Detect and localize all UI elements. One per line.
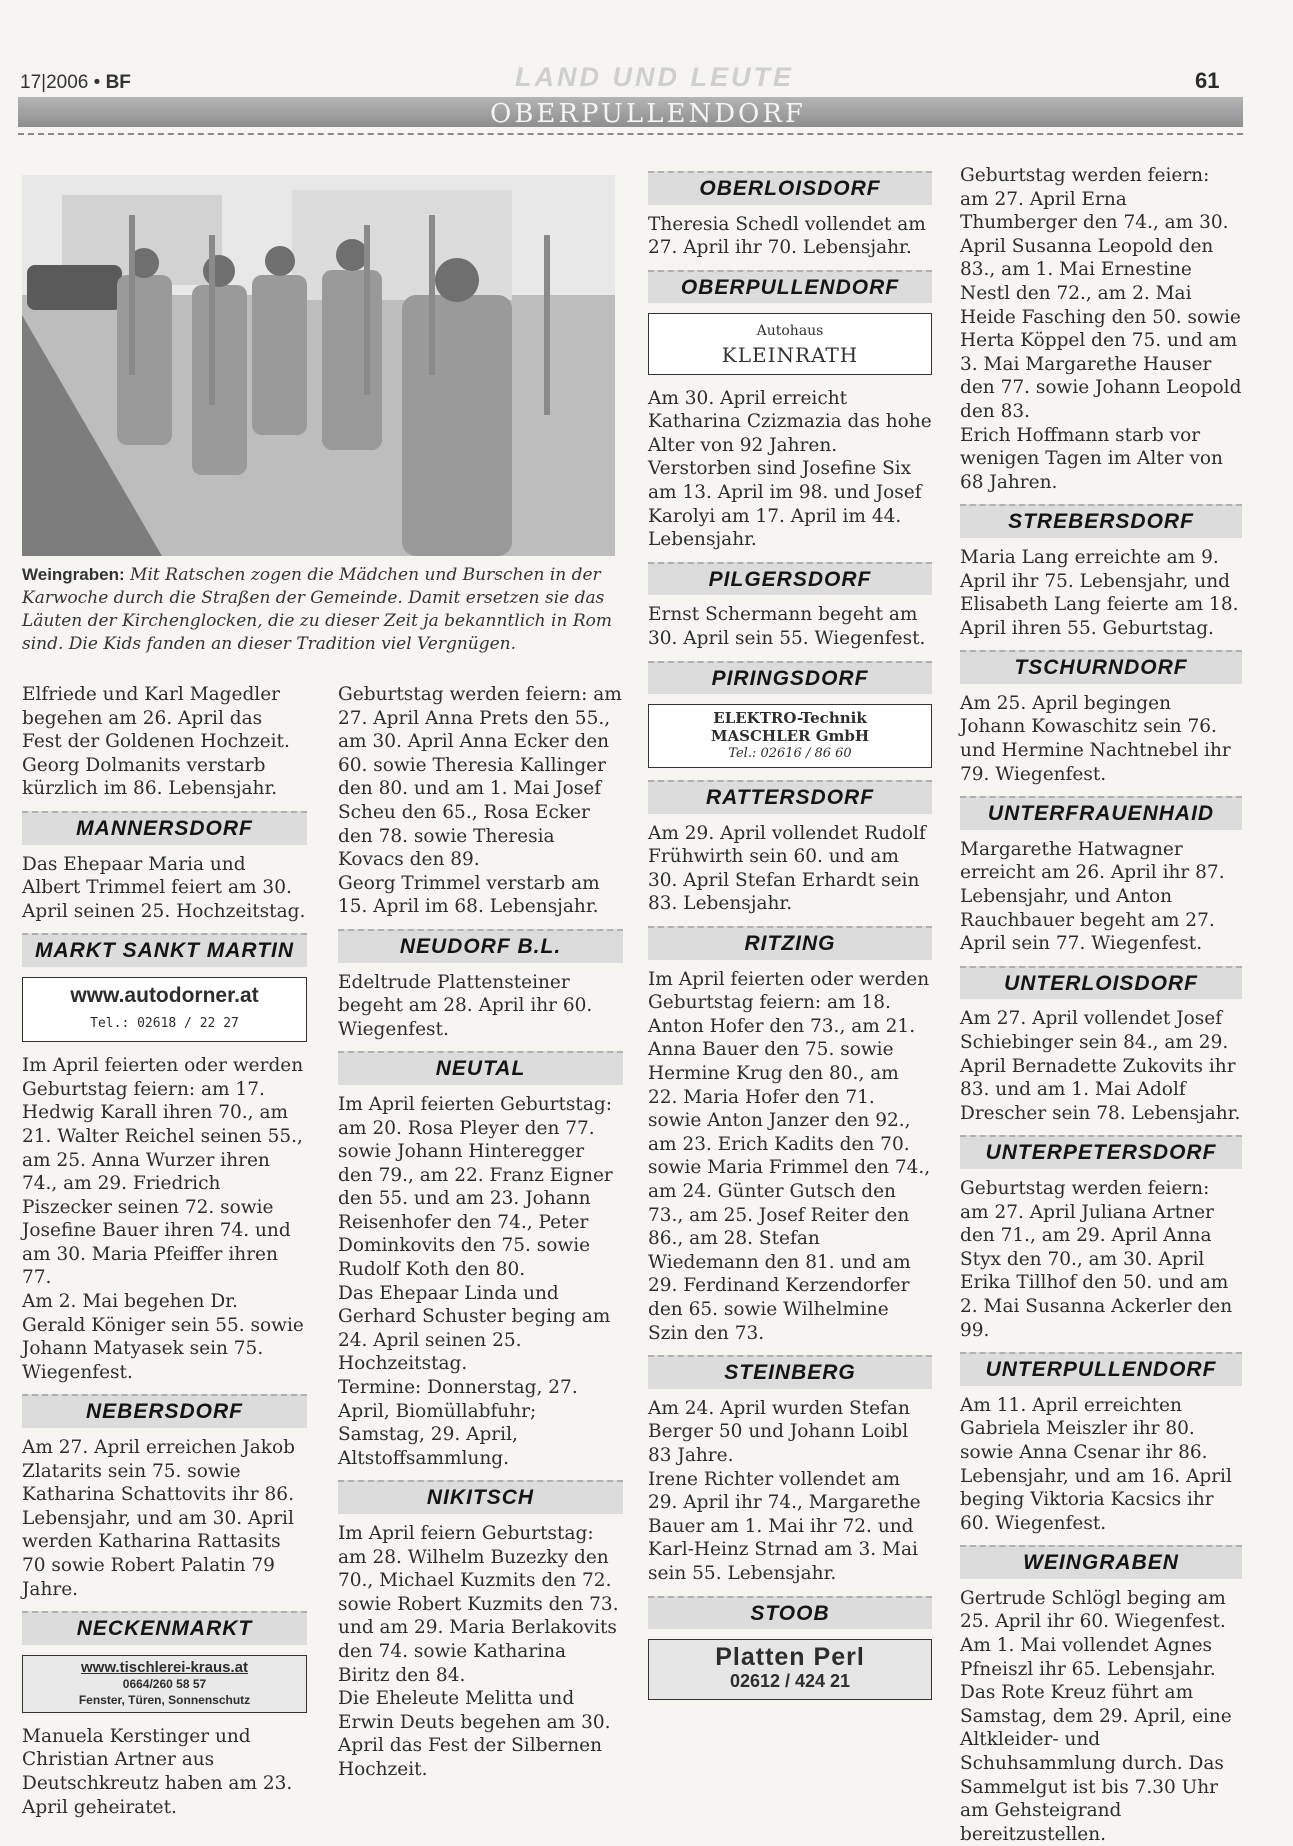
issue-number: 17|2006 (20, 72, 89, 93)
ad-kraus-text: Fenster, Türen, Sonnenschutz (78, 1692, 251, 1707)
article-text: Am 1. Mai vollendet Agnes Pfneiszl ihr 65. Lebensjahr. (960, 1635, 1216, 1680)
article-text: Geburtstag werden feiern: am 27. April Juliana Artner den 71., am 29. April Anna Styx den 70., am 30. April Erika Tillhof den 50. und am 2. Mai Susanna Ackerler den 99. (960, 1177, 1233, 1341)
section-title: LAND UND LEUTE (515, 62, 794, 92)
heading-stoob: STOOB (648, 1596, 932, 1630)
caption-place: Weingraben: (22, 565, 125, 584)
ad-autodorner-url: www.autodorner.at (70, 983, 259, 1007)
heading-markt-sankt-martin: MARKT SANKT MARTIN (22, 933, 307, 967)
heading-nebersdorf: NEBERSDORF (22, 1394, 307, 1428)
article-text: Gertrude Schlögl beging am 25. April ihr 60. Wiegenfest. (960, 1587, 1226, 1633)
article-text: Im April feierten oder werden Geburtstag feiern: am 18. Anton Hofer den 73., am 21. Anna Bauer den 75. sowie Hermine Krug den 80., am 22. Maria Hofer den 71. sowie Anton Janzer den 92., am 23. Erich Kadits den 70. sowie Maria Frimmel den 74., am 24. Günter Gutsch den 73., am 25. Josef Reiter den 86., am 28. Stefan Wiedemann den 81. und am 29. Ferdinand Kerzendorfer den 65. sowie Wilhelmine Szin den 73. (648, 968, 931, 1344)
article-text: Ernst Schermann begeht am 30. April sein 55. Wiegenfest. (648, 604, 926, 649)
issue-bullet: • (93, 72, 101, 93)
heading-oberpullendorf: OBERPULLENDORF (648, 270, 932, 304)
ad-kleinrath-name: KLEINRATH (721, 342, 859, 367)
photo-caption (22, 563, 615, 656)
heading-mannersdorf: MANNERSDORF (22, 811, 307, 845)
article-text: Das Ehepaar Linda und Gerhard Schuster beging am 24. April seinen 25. Hochzeitstag. (338, 1282, 611, 1375)
ad-maschler-tel: Tel.: 02616 / 86 60 (728, 746, 852, 762)
heading-nikitsch: NIKITSCH (338, 1480, 623, 1514)
region-title: OBERPULLENDORF (490, 99, 806, 129)
ad-kleinrath-small: Autohaus (756, 323, 824, 340)
article-text: Irene Richter vollendet am 29. April ihr 74., Margarethe Bauer am 1. Mai ihr 72. und Karl-Heinz Strnad am 3. Mai sein 55. Lebensjahr. (648, 1468, 921, 1584)
heading-neckenmarkt: NECKENMARKT (22, 1611, 307, 1645)
article-text: Edeltrude Plattensteiner begeht am 28. April ihr 60. Wiegenfest. (338, 971, 593, 1040)
ad-maschler-line2: MASCHLER GmbH (710, 727, 870, 746)
ad-platten-perl-name: Platten Perl (715, 1643, 865, 1672)
ad-platten-perl (648, 1639, 932, 1700)
article-text: Im April feiern Geburtstag: am 28. Wilhelm Buzezky den 70., Michael Kuzmits den 72. sowie Robert Kuzmits den 73. und am 29. Maria Berlakovits den 74. sowie Katharina Biritz den 84. (338, 1523, 619, 1686)
ad-platten-perl-tel: 02612 / 424 21 (729, 1670, 851, 1691)
heading-unterpullendorf: UNTERPULLENDORF (960, 1352, 1242, 1386)
ad-maschler-line1: ELEKTRO-Technik (713, 709, 867, 728)
page-number: 61 (1195, 68, 1220, 93)
article-text: Am 30. April erreicht Katharina Czizmazia das hohe Alter von 92 Jahren. (648, 387, 932, 456)
ad-autodorner-tel: Tel.: 02618 / 22 27 (90, 1015, 239, 1031)
heading-rattersdorf: RATTERSDORF (648, 780, 932, 814)
article-text: Erich Hoffmann starb vor wenigen Tagen im Alter von 68 Jahren. (960, 424, 1223, 493)
article-text: Das Ehepaar Maria und Albert Trimmel feiert am 30. April seinen 25. Hochzeitstag. (22, 853, 306, 922)
article-text: Im April feierten Geburtstag: am 20. Rosa Pleyer den 77. sowie Johann Hinteregger den 79., am 22. Franz Eigner den 55. und am 23. Johann Reisenhofer den 74., Peter Dominkovits den 75. sowie Rudolf Koth den 80. (338, 1093, 613, 1281)
heading-unterfrauenhaid: UNTERFRAUENHAID (960, 796, 1242, 830)
heading-tschurndorf: TSCHURNDORF (960, 650, 1242, 684)
weingraben-photo (22, 175, 615, 556)
article-text: Die Eheleute Melitta und Erwin Deuts begehen am 30. April das Fest der Silbernen Hochzeit. (338, 1688, 611, 1780)
issue-info (20, 72, 131, 94)
brand-label: BF (105, 72, 131, 93)
ad-kraus-url: www.tischlerei-kraus.at (80, 1658, 248, 1676)
ad-kraus-tel: 0664/260 58 57 (122, 1676, 207, 1691)
article-text: Am 2. Mai begehen Dr. Gerald Königer sein 55. sowie Johann Matyasek sein 75. Wiegenfest. (22, 1291, 304, 1383)
header-divider (18, 133, 1243, 135)
ad-tischlerei-kraus (22, 1655, 307, 1713)
article-text: Am 27. April erreichen Jakob Zlatarits sein 75. sowie Katharina Schattovits ihr 86. Lebensjahr, und am 30. April werden Katharina Rattasits 70 sowie Robert Palatin 79 Jahre. (22, 1437, 296, 1600)
article-text: Verstorben sind Josefine Six am 13. April im 98. und Josef Karolyi am 17. April im 44. Lebensjahr. (648, 458, 922, 551)
heading-steinberg: STEINBERG (648, 1355, 932, 1389)
heading-pilgersdorf: PILGERSDORF (648, 562, 932, 596)
heading-weingraben: WEINGRABEN (960, 1545, 1242, 1579)
ad-maschler (648, 704, 932, 768)
article-text: Georg Trimmel verstarb am 15. April im 68. Lebensjahr. (338, 872, 600, 918)
article-text: Elfriede und Karl Magedler begehen am 26. April das Fest der Goldenen Hochzeit. (22, 684, 290, 753)
article-text: Das Rote Kreuz führt am Samstag, dem 29. April, eine Altkleider- und Schuhsammlung durch. Das Sammelgut ist bis 7.30 Uhr am Gehsteigrand bereitzustellen. (960, 1682, 1232, 1845)
heading-oberloisdorf: OBERLOISDORF (648, 171, 932, 205)
article-text: Am 24. April wurden Stefan Berger 50 und Johann Loibl 83 Jahre. (648, 1397, 910, 1466)
article-text: Im April feierten oder werden Geburtstag feiern: am 17. Hedwig Karall ihren 70., am 21. Walter Reichel seinen 55., am 25. Anna Wurzer ihren 74., am 29. Friedrich Piszecker seinen 72. sowie Josefine Bauer ihren 74. und am 30. Maria Pfeiffer ihren 77. (22, 1055, 304, 1289)
article-text: Margarethe Hatwagner erreicht am 26. April ihr 87. Lebensjahr, und Anton Rauchbauer begeht am 27. April sein 77. Wiegenfest. (960, 838, 1225, 955)
ad-autodorner (22, 977, 307, 1042)
article-text: Theresia Schedl vollendet am 27. April ihr 70. Lebensjahr. (648, 213, 926, 259)
article-text: Geburtstag werden feiern: am 27. April Anna Prets den 55., am 30. April Anna Ecker den 60. sowie Theresia Kallinger den 80. und am 1. Mai Josef Scheu den 65., Rosa Ecker den 78. sowie Theresia Kovacs den 89. (338, 684, 622, 871)
article-text: Manuela Kerstinger und Christian Artner aus Deutschkreutz haben am 23. April geheiratet. (22, 1725, 293, 1818)
column-1 (22, 683, 307, 1819)
heading-strebersdorf: STREBERSDORF (960, 504, 1242, 538)
article-text: Am 11. April erreichten Gabriela Meiszler ihr 80. sowie Anna Csenar ihr 86. Lebensjahr, und am 16. April beging Viktoria Kacsics ihr 60. Wiegenfest. (960, 1394, 1232, 1534)
heading-neudorf: NEUDORF B.L. (338, 929, 623, 963)
caption-text: Mit Ratschen zogen die Mädchen und Burschen in der Karwoche durch die Straßen der Gemeinde. Damit ersetzen sie das Läuten der Kirchenglocken, die zu dieser Zeit ja bekanntlich in Rom sind. Die Kids fanden an dieser Tradition viel Vergnügen. (22, 565, 612, 654)
article-text: Georg Dolmanits verstarb kürzlich im 86. Lebensjahr. (22, 754, 278, 800)
ad-kleinrath (648, 313, 932, 374)
article-text: Geburtstag werden feiern: am 27. April Erna Thumberger den 74., am 30. April Susanna Leopold den 83., am 1. Mai Ernestine Nestl den 72., am 2. Mai Heide Fasching den 50. sowie Herta Köppel den 75. und am 3. Mai Margarethe Hauser den 77. sowie Johann Leopold den 83. (960, 165, 1242, 422)
heading-piringsdorf: PIRINGSDORF (648, 661, 932, 695)
article-text: Maria Lang erreichte am 9. April ihr 75. Lebensjahr, und Elisabeth Lang feierte am 18. April ihren 55. Geburtstag. (960, 546, 1239, 639)
heading-unterpetersdorf: UNTERPETERSDORF (960, 1135, 1242, 1169)
column-4 (960, 164, 1242, 1846)
article-text: Am 29. April vollendet Rudolf Frühwirth sein 60. und am 30. April Stefan Erhardt sein 83. Lebensjahr. (648, 822, 926, 915)
article-text: Am 25. April begingen Johann Kowaschitz sein 76. und Hermine Nachtnebel ihr 79. Wiegenfest. (960, 692, 1231, 785)
column-2 (338, 683, 623, 1782)
article-text: Termine: Donnerstag, 27. April, Biomüllabfuhr; Samstag, 29. April, Altstoffsammlung. (338, 1377, 578, 1469)
heading-unterloisdorf: UNTERLOISDORF (960, 966, 1242, 1000)
heading-ritzing: RITZING (648, 926, 932, 960)
heading-neutal: NEUTAL (338, 1051, 623, 1085)
article-text: Am 27. April vollendet Josef Schiebinger sein 84., am 29. April Bernadette Zukovits ihr 83. und am 1. Mai Adolf Drescher sein 78. Lebensjahr. (960, 1008, 1241, 1124)
column-3 (648, 171, 932, 1712)
